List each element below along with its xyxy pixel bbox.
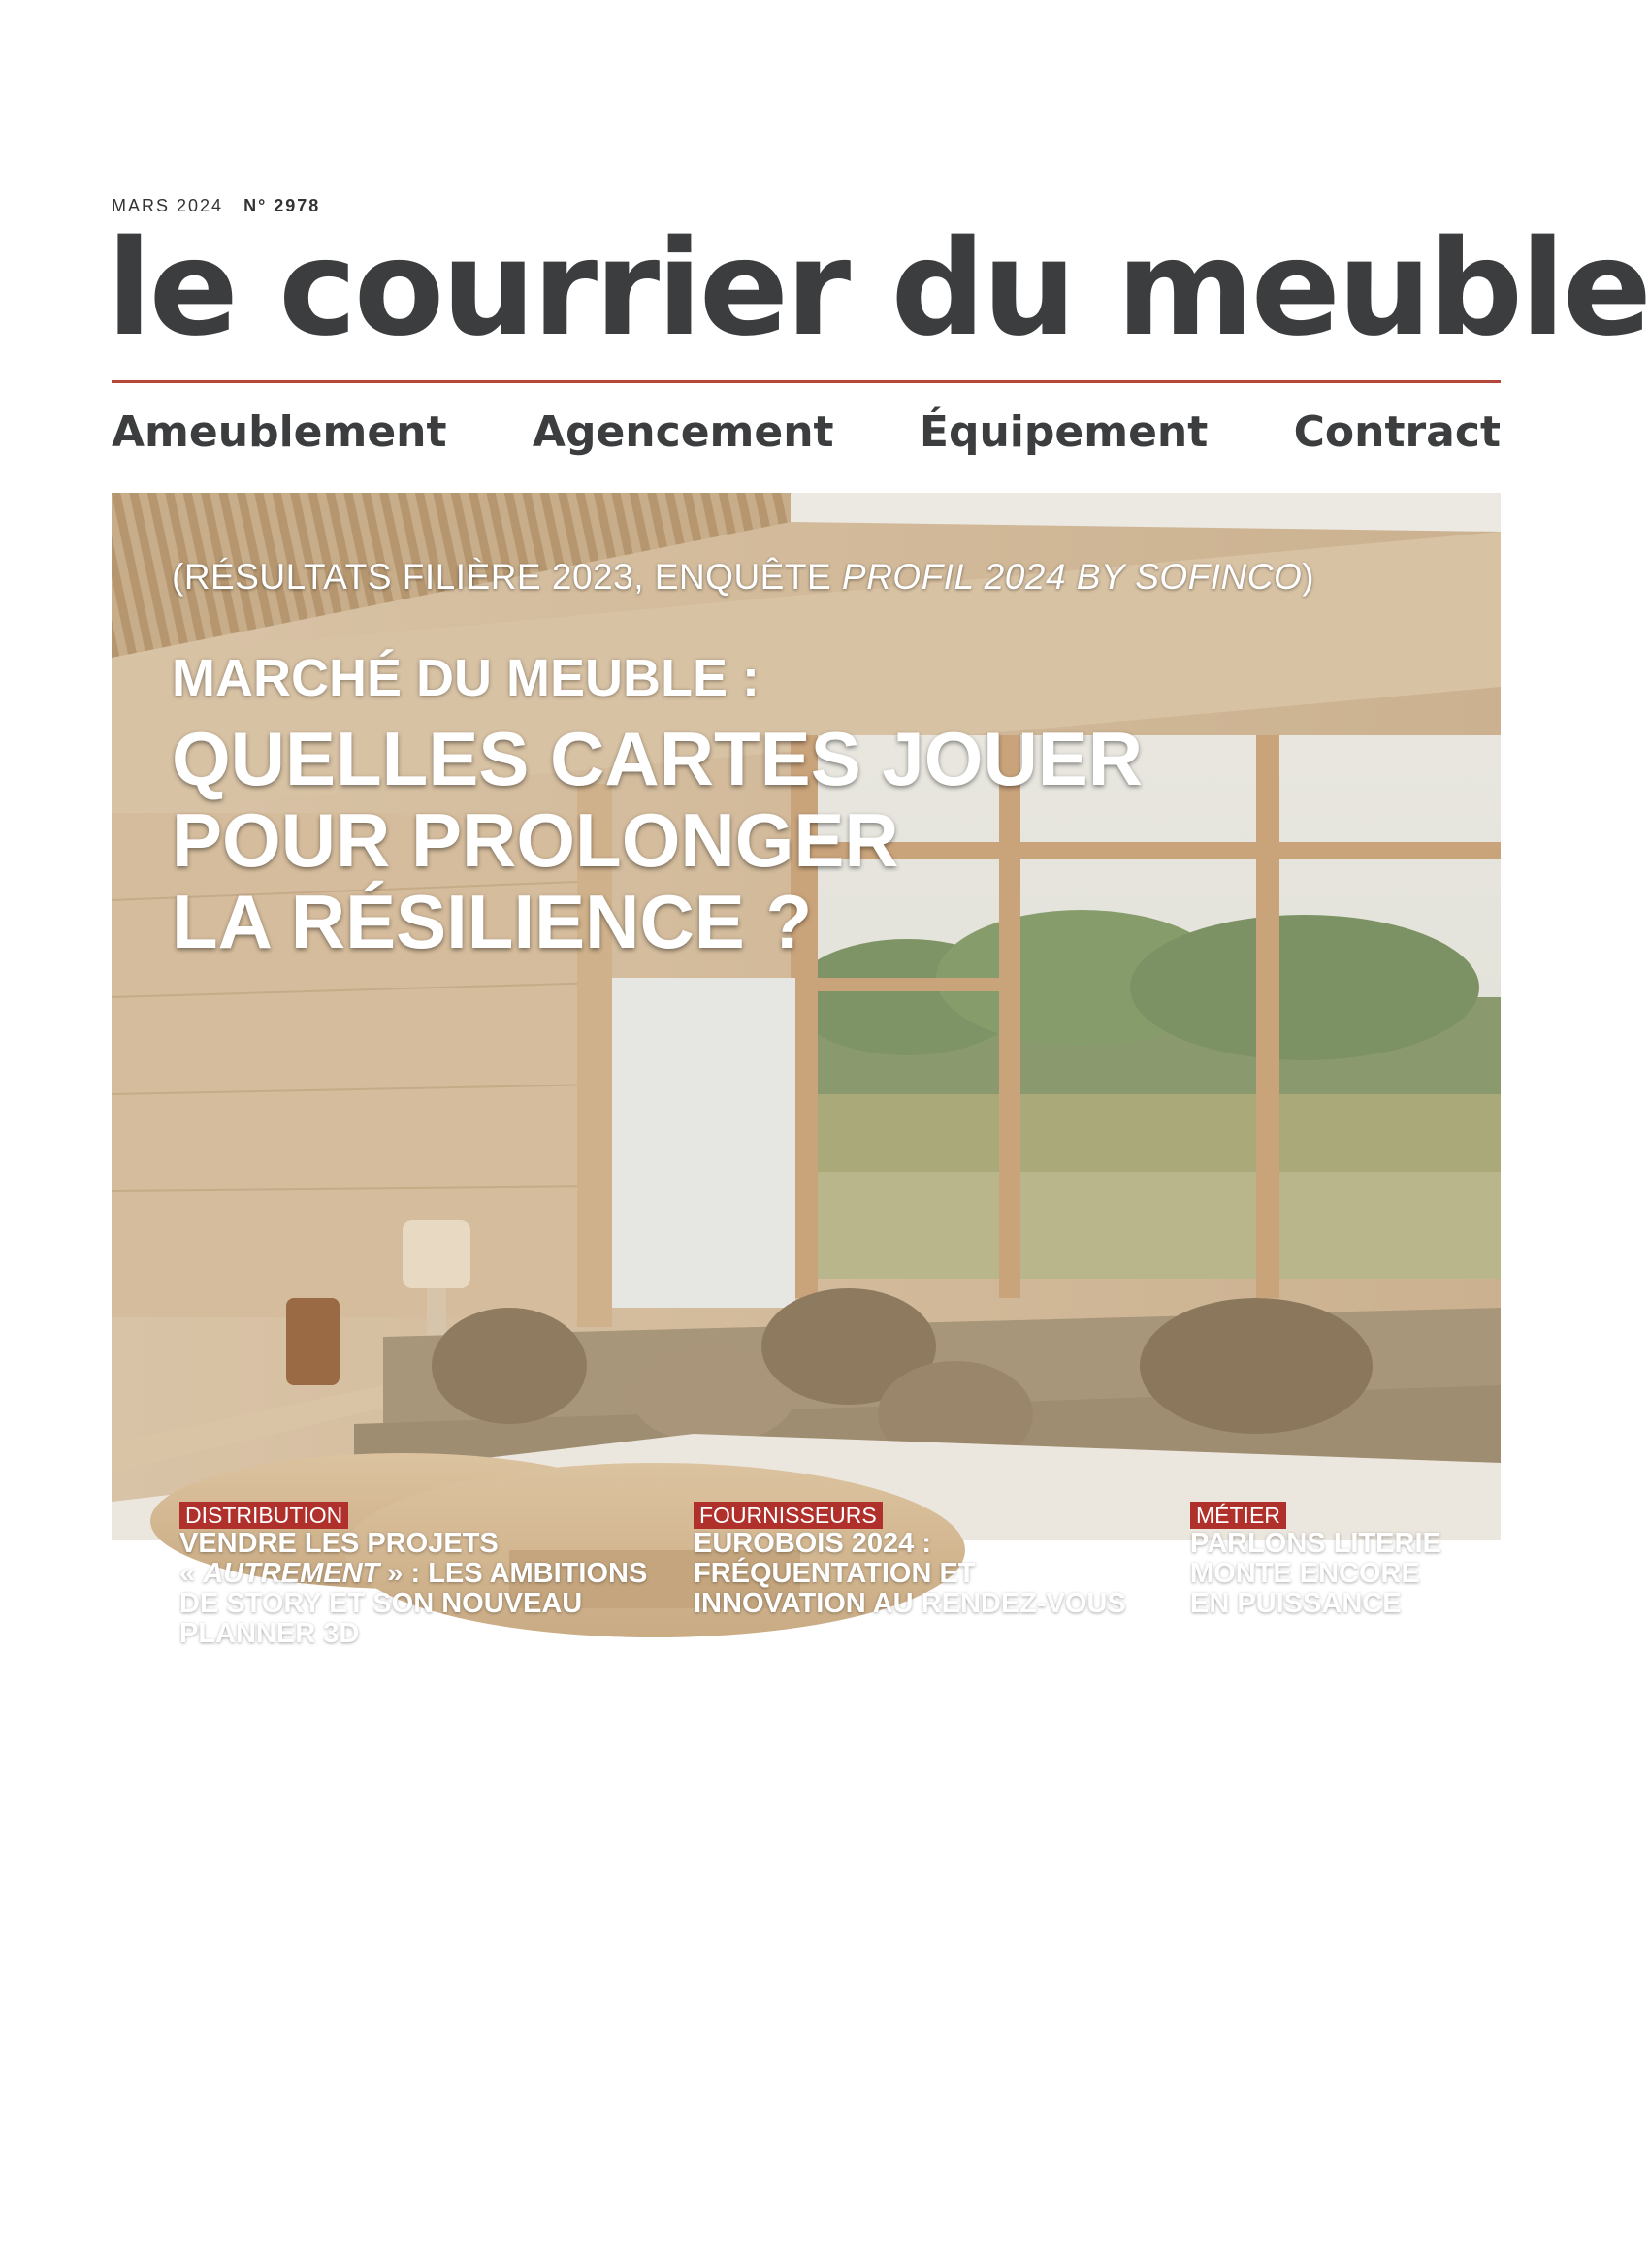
- teaser-tag: FOURNISSEURS: [694, 1502, 883, 1529]
- headline-line-1: QUELLES CARTES JOUER: [172, 716, 1144, 801]
- teaser-distribution[interactable]: [179, 1502, 647, 1649]
- teaser-tag: MÉTIER: [1190, 1502, 1286, 1529]
- cover-headline-top: MARCHÉ DU MEUBLE :: [172, 649, 760, 707]
- section-equipement[interactable]: Équipement: [919, 406, 1209, 457]
- teaser-italic: AUTREMENT: [203, 1558, 380, 1589]
- section-ameublement[interactable]: Ameublement: [112, 406, 447, 457]
- teaser-line: EN PUISSANCE: [1190, 1588, 1402, 1619]
- quote-open: «: [179, 1558, 204, 1589]
- teaser-line: FRÉQUENTATION ET: [694, 1558, 976, 1589]
- cover-kicker: [172, 557, 1314, 598]
- section-contract[interactable]: Contract: [1293, 406, 1501, 457]
- teaser-fournisseurs[interactable]: [694, 1502, 1126, 1619]
- teaser-line-end: » : LES AMBITIONS: [379, 1558, 648, 1589]
- teaser-line: PLANNER 3D: [179, 1618, 360, 1649]
- headline-line-2: POUR PROLONGER: [172, 797, 899, 883]
- masthead-title: le courrier du meuble: [107, 212, 1649, 366]
- cover-photo: [112, 493, 1501, 1649]
- section-nav: [112, 403, 1501, 461]
- kicker-text: (RÉSULTATS FILIÈRE 2023, ENQUÊTE: [172, 557, 842, 597]
- cover-headline: [172, 718, 1239, 962]
- teaser-line: PARLONS LITERIE: [1190, 1528, 1441, 1559]
- teaser-line: [179, 1559, 647, 1589]
- teaser-line: INNOVATION AU RENDEZ-VOUS: [694, 1588, 1126, 1619]
- teaser-tag: DISTRIBUTION: [179, 1502, 348, 1529]
- kicker-suffix: ): [1302, 557, 1315, 597]
- issue-date: MARS 2024: [112, 196, 224, 215]
- masthead-rule: [112, 380, 1501, 383]
- teaser-metier[interactable]: [1190, 1502, 1441, 1619]
- section-agencement[interactable]: Agencement: [532, 406, 834, 457]
- teaser-line: DE STORY ET SON NOUVEAU: [179, 1588, 583, 1619]
- teaser-line: EUROBOIS 2024 :: [694, 1528, 931, 1559]
- teaser-line: MONTE ENCORE: [1190, 1558, 1420, 1589]
- kicker-italic: PROFIL 2024 BY SOFINCO: [841, 557, 1303, 597]
- teaser-title: [694, 1529, 1126, 1619]
- teaser-title: [1190, 1529, 1441, 1619]
- headline-line-3: LA RÉSILIENCE ?: [172, 879, 813, 964]
- teaser-title: [179, 1529, 647, 1649]
- teaser-line: VENDRE LES PROJETS: [179, 1528, 499, 1559]
- issue-number: N° 2978: [243, 196, 321, 215]
